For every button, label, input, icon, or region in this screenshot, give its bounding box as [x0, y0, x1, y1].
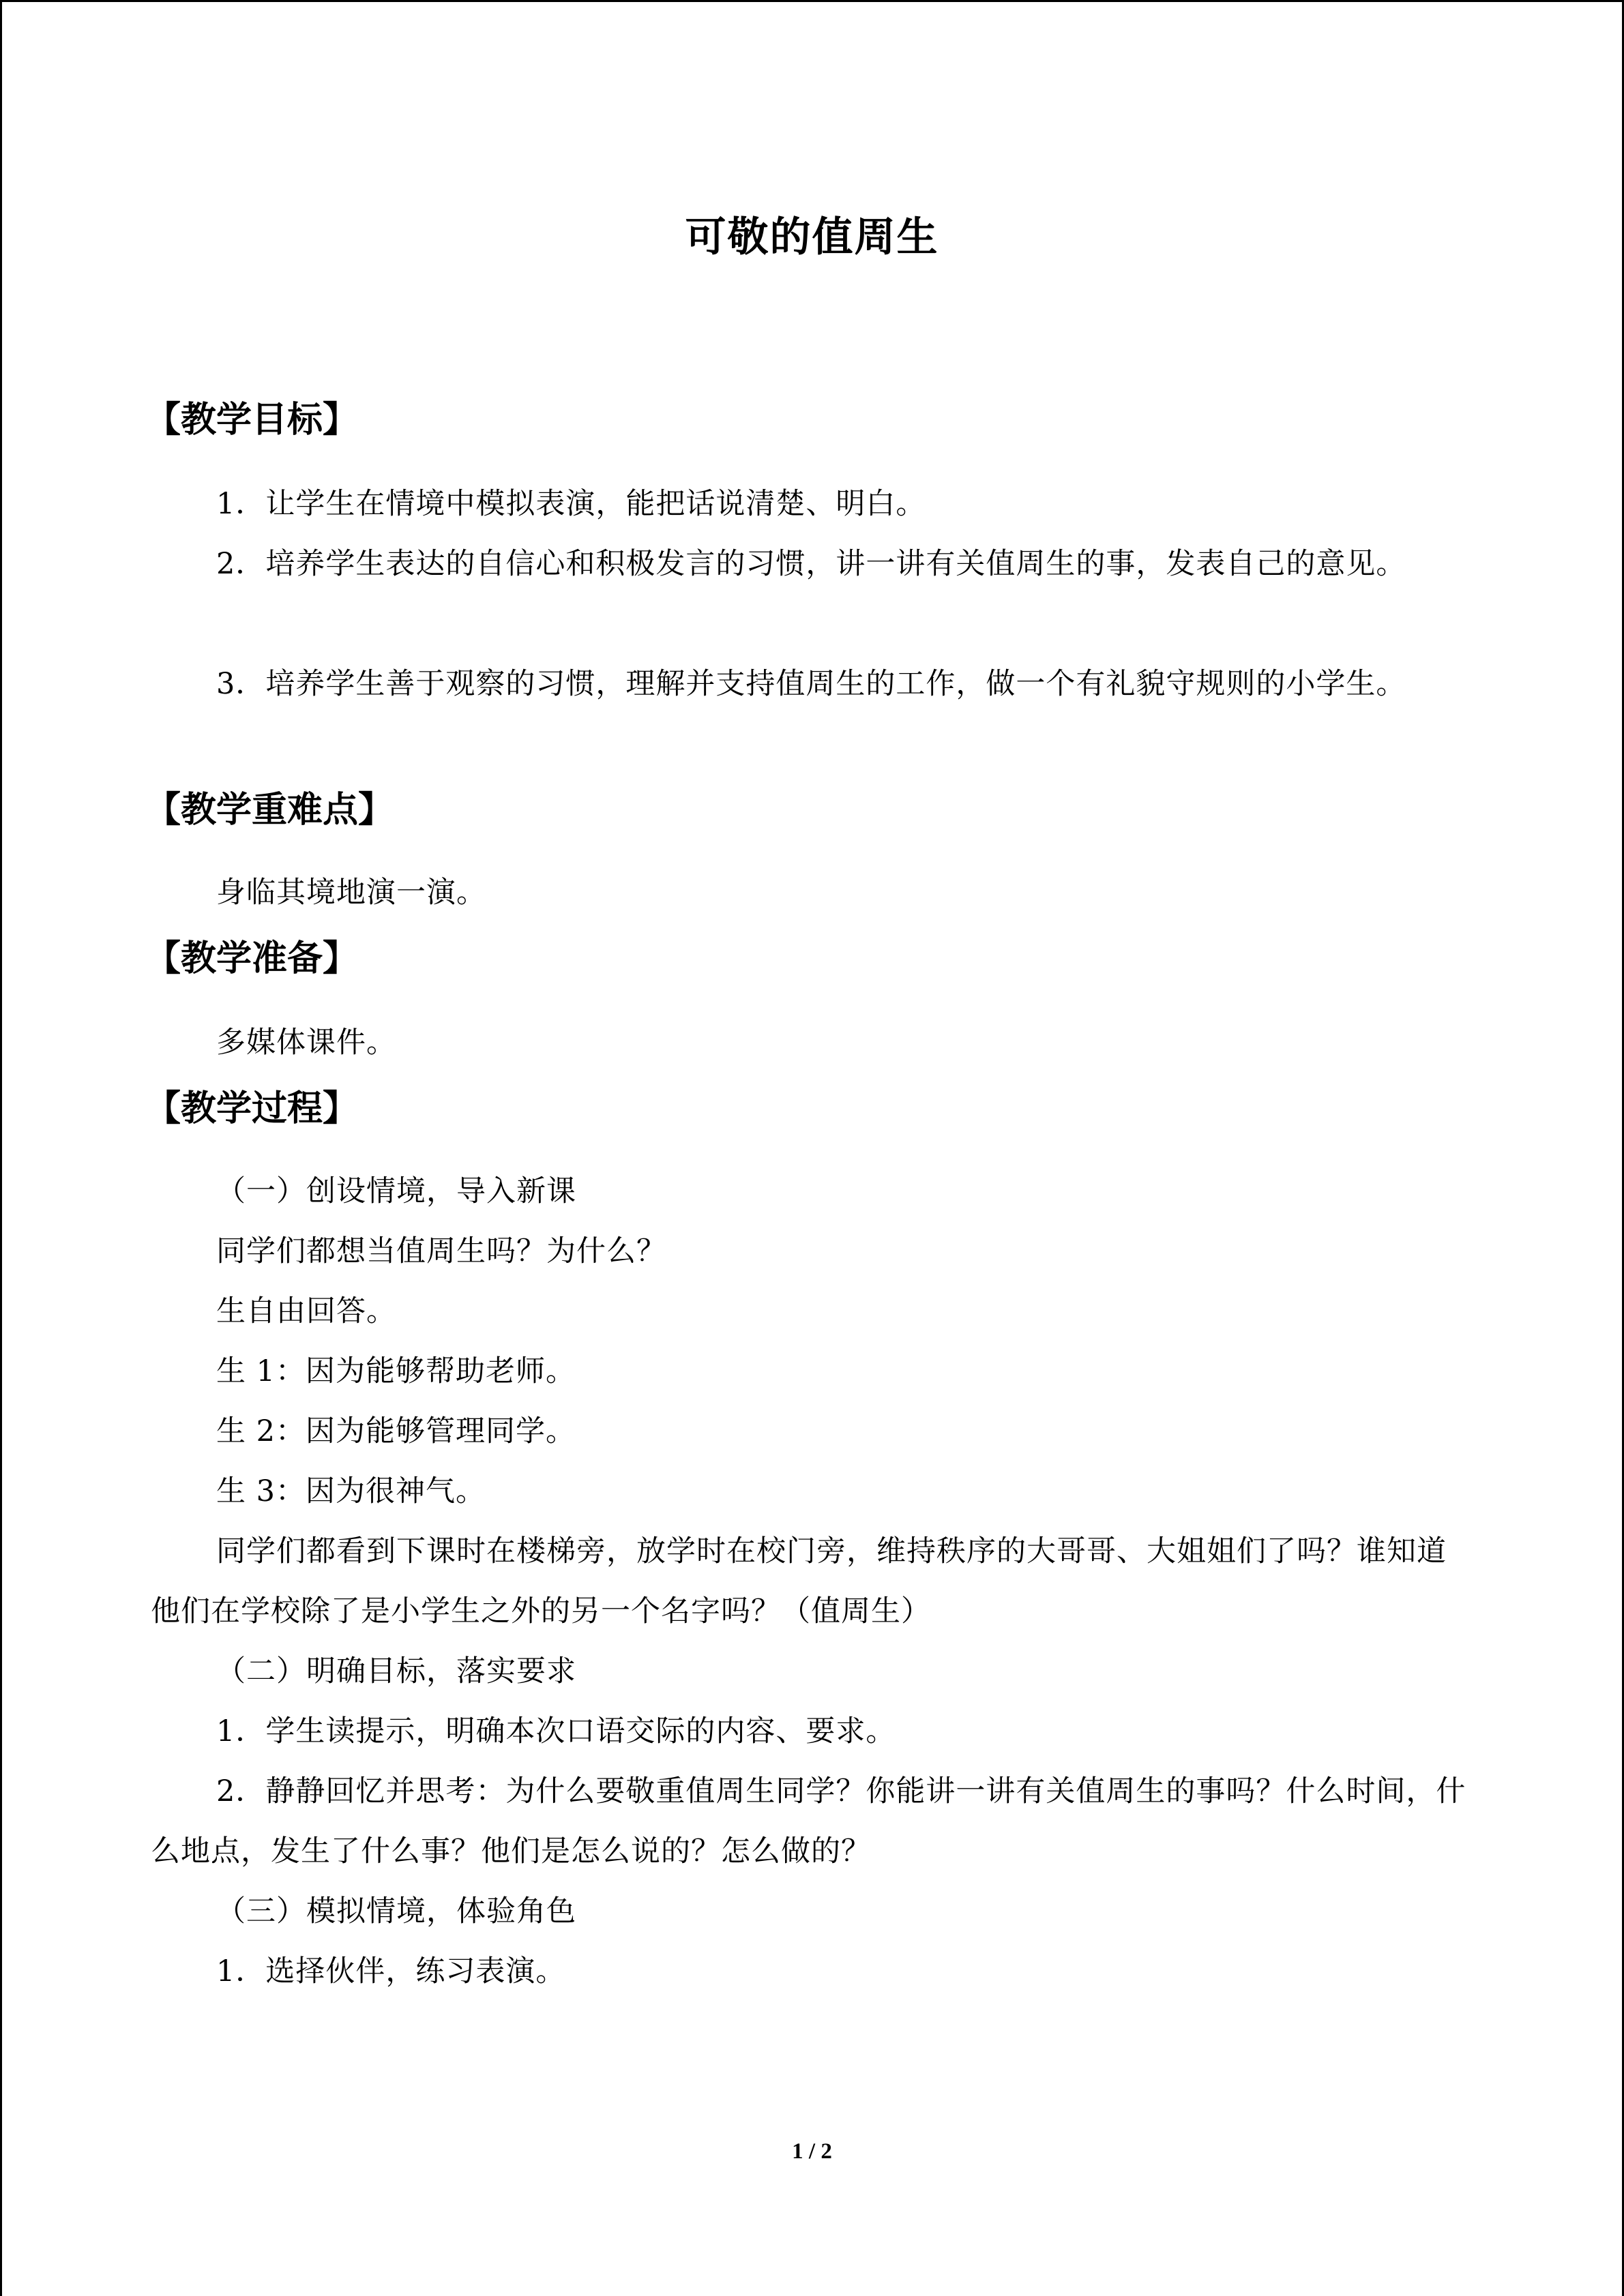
key-points-text: 身临其境地演一演。 [216, 876, 486, 910]
process-line: 2．静静回忆并思考：为什么要敬重值周生同学？你能讲一讲有关值周生的事吗？什么时间，什么地点，发生了什么事？他们是怎么说的？怎么做的？ [151, 1774, 1466, 1868]
process-line: 生 3：因为很神气。 [216, 1474, 486, 1508]
objective-item-3: 3．培养学生善于观察的习惯，理解并支持值周生的工作，做一个有礼貌守规则的小学生。 [216, 667, 1406, 701]
process-line: 同学们都想当值周生吗？为什么？ [216, 1234, 666, 1268]
section-heading-objectives: 【教学目标】 [145, 400, 359, 441]
process-line: 1．选择伙伴，练习表演。 [216, 1954, 566, 1988]
process-line: （二）明确目标，落实要求 [216, 1654, 576, 1688]
process-line: 同学们都看到下课时在楼梯旁，放学时在校门旁，维持秩序的大哥哥、大姐姐们了吗？谁知道他们在学校除了是小学生之外的另一个名字吗？（值周生） [151, 1534, 1447, 1628]
process-line: 生 2：因为能够管理同学。 [216, 1414, 576, 1448]
section-heading-preparation: 【教学准备】 [145, 938, 359, 979]
page-title: 可敬的值周生 [685, 213, 939, 261]
section-heading-key-points: 【教学重难点】 [145, 790, 394, 831]
process-line: 生 1：因为能够帮助老师。 [216, 1354, 576, 1388]
preparation-text: 多媒体课件。 [216, 1026, 396, 1060]
objective-item-1: 1．让学生在情境中模拟表演，能把话说清楚、明白。 [216, 487, 926, 521]
section-heading-process: 【教学过程】 [145, 1088, 359, 1129]
process-line: 1．学生读提示，明确本次口语交际的内容、要求。 [216, 1714, 896, 1748]
process-line: 生自由回答。 [216, 1294, 396, 1328]
page-number: 1 / 2 [792, 2139, 832, 2164]
objective-item-2: 2．培养学生表达的自信心和积极发言的习惯，讲一讲有关值周生的事，发表自己的意见。 [216, 547, 1406, 581]
process-line: （三）模拟情境，体验角色 [216, 1894, 576, 1928]
process-line: （一）创设情境，导入新课 [216, 1174, 576, 1208]
